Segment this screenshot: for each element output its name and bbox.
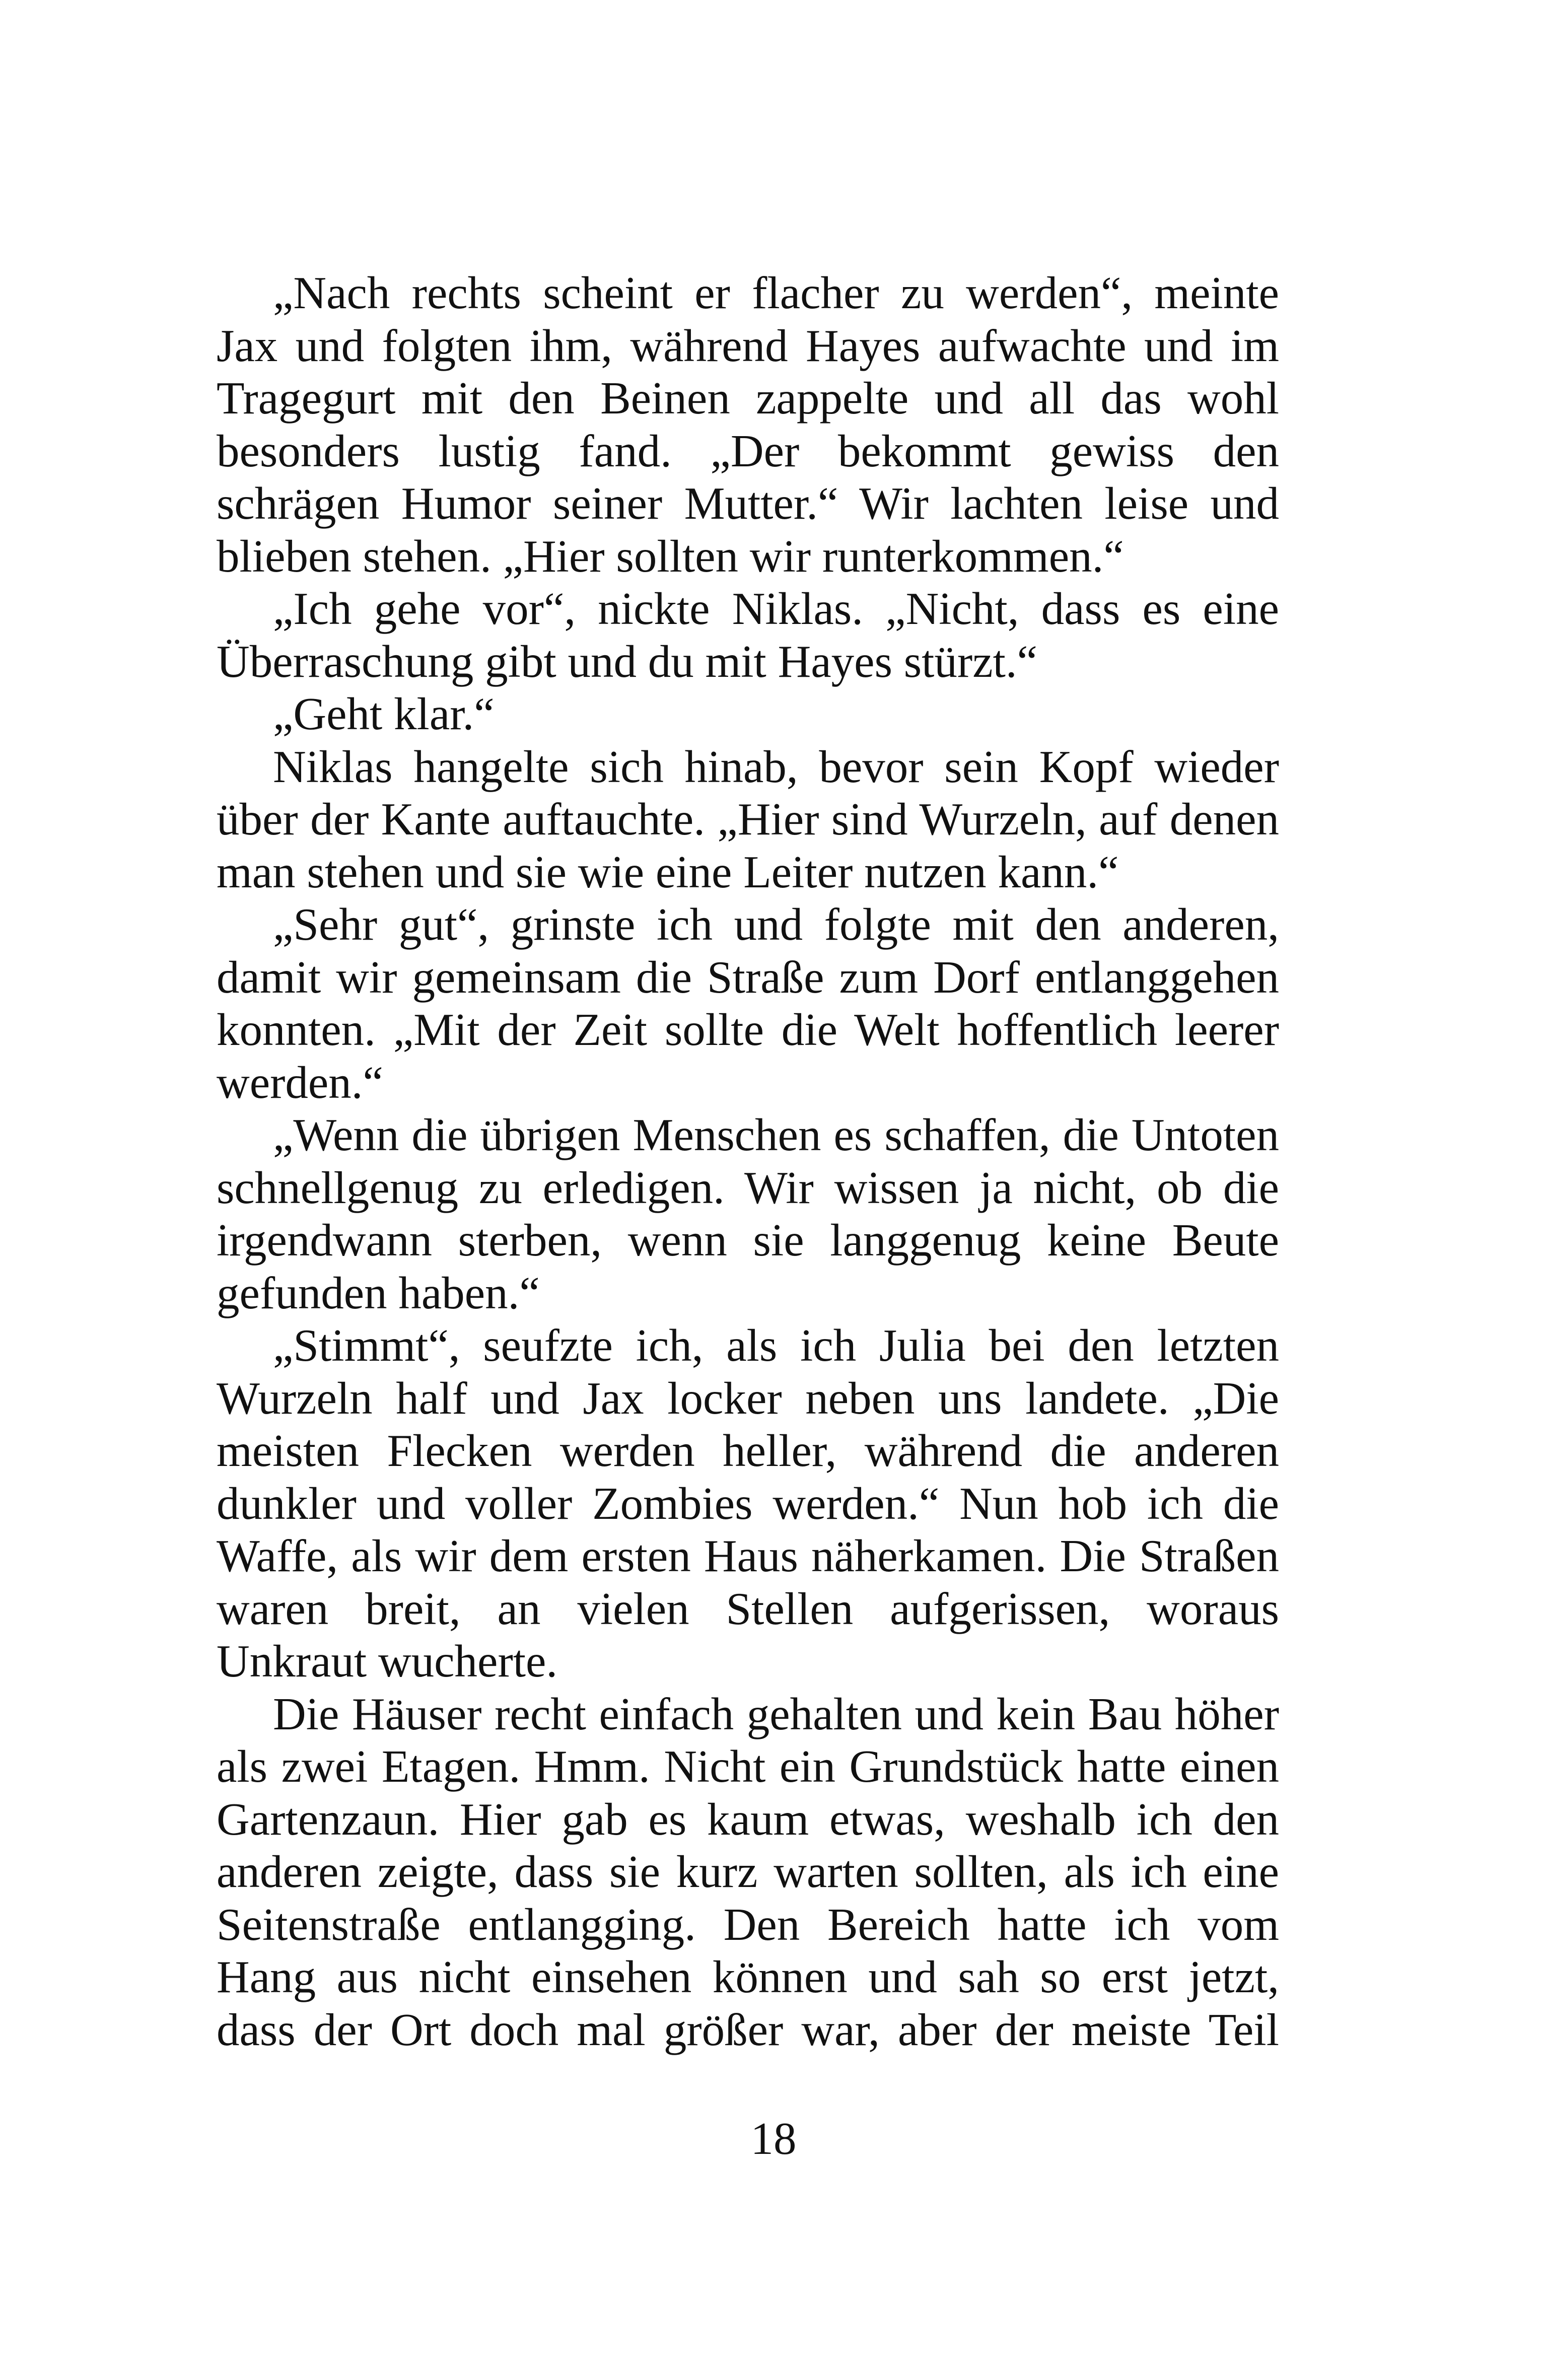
text-line: „Nach rechts scheint er flacher zu werden“, meinte <box>273 267 1279 318</box>
text-line: „Ich gehe vor“, nickte Niklas. „Nicht, dass es eine <box>273 583 1279 634</box>
text-line: Überraschung gibt und du mit Hayes stürzt.“ <box>217 636 1038 687</box>
text-line: Jax und folgten ihm, während Hayes aufwachte und im <box>217 320 1279 371</box>
paragraph <box>217 1688 1279 2057</box>
text-line: Unkraut wucherte. <box>217 1636 558 1687</box>
paragraph <box>217 1319 1279 1688</box>
paragraph <box>217 688 1279 741</box>
text-line: Seitenstraße entlangging. Den Bereich hatte ich vom <box>217 1899 1279 1950</box>
text-line: „Sehr gut“, grinste ich und folgte mit den anderen, <box>273 899 1279 950</box>
text-line: konnten. „Mit der Zeit sollte die Welt hoffentlich leerer <box>217 1004 1279 1055</box>
body-text <box>217 267 1279 2056</box>
text-line: über der Kante auftauchte. „Hier sind Wurzeln, auf denen <box>217 794 1279 845</box>
text-line: Hang aus nicht einsehen können und sah so erst jetzt, <box>217 1951 1279 2002</box>
text-line: blieben stehen. „Hier sollten wir runterkommen.“ <box>217 530 1124 582</box>
text-line: schnellgenug zu erledigen. Wir wissen ja nicht, ob die <box>217 1162 1279 1213</box>
text-line: Niklas hangelte sich hinab, bevor sein Kopf wieder <box>273 741 1279 792</box>
text-line: „Stimmt“, seufzte ich, als ich Julia bei den letzten <box>273 1320 1279 1371</box>
text-line: anderen zeigte, dass sie kurz warten sollten, als ich eine <box>217 1846 1279 1897</box>
text-line: schrägen Humor seiner Mutter.“ Wir lachten leise und <box>217 478 1279 529</box>
paragraph <box>217 741 1279 899</box>
text-line: „Wenn die übrigen Menschen es schaffen, die Untoten <box>273 1109 1279 1160</box>
text-line: werden.“ <box>217 1057 383 1108</box>
text-line: dunkler und voller Zombies werden.“ Nun hob ich die <box>217 1478 1279 1529</box>
text-line: damit wir gemeinsam die Straße zum Dorf entlanggehen <box>217 951 1279 1003</box>
text-line: waren breit, an vielen Stellen aufgerissen, woraus <box>217 1583 1279 1634</box>
text-line: Waffe, als wir dem ersten Haus näherkamen. Die Straßen <box>217 1530 1279 1581</box>
text-line: irgendwann sterben, wenn sie langgenug keine Beute <box>217 1215 1279 1266</box>
text-line: besonders lustig fand. „Der bekommt gewiss den <box>217 425 1279 476</box>
paragraph <box>217 898 1279 1109</box>
text-line: Tragegurt mit den Beinen zappelte und all das wohl <box>217 373 1279 424</box>
text-line: Die Häuser recht einfach gehalten und kein Bau höher <box>273 1688 1279 1739</box>
text-line: „Geht klar.“ <box>273 688 495 739</box>
text-line: Gartenzaun. Hier gab es kaum etwas, weshalb ich den <box>217 1793 1279 1845</box>
text-line: dass der Ort doch mal größer war, aber der meiste Teil <box>217 2004 1279 2055</box>
text-line: Wurzeln half und Jax locker neben uns landete. „Die <box>217 1372 1279 1424</box>
paragraph <box>217 583 1279 688</box>
paragraph <box>217 1109 1279 1319</box>
page-number: 18 <box>750 2113 797 2164</box>
paragraph <box>217 267 1279 583</box>
text-line: man stehen und sie wie eine Leiter nutzen kann.“ <box>217 846 1119 897</box>
text-line: als zwei Etagen. Hmm. Nicht ein Grundstück hatte einen <box>217 1741 1279 1792</box>
text-line: meisten Flecken werden heller, während die anderen <box>217 1425 1279 1476</box>
text-line: gefunden haben.“ <box>217 1267 540 1318</box>
